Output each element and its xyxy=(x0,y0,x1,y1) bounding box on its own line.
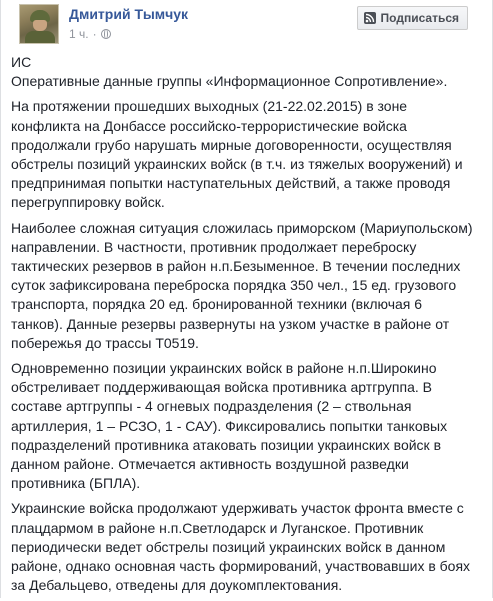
post-paragraph xyxy=(11,219,481,353)
paragraph-line: составе артгруппы - 4 огневых подразделения (2 – ствольная xyxy=(11,398,412,415)
post-meta xyxy=(69,27,111,41)
avatar-face xyxy=(33,20,47,31)
post-paragraph xyxy=(11,97,481,212)
post-header xyxy=(11,0,482,48)
paragraph-line: перегруппировку войск. xyxy=(11,194,165,211)
paragraph-line: за Дебальцево, отведены для доукомплектования. xyxy=(11,577,343,594)
post-paragraph xyxy=(11,499,481,595)
rss-icon xyxy=(364,12,376,24)
paragraph-line: тактических резервов в район н.п.Безыменное. В течении последних xyxy=(11,258,461,275)
paragraph-line: подразделений противника атаковать позиции украинских войск в xyxy=(11,436,442,453)
paragraph-line: противника (БПЛА). xyxy=(11,475,141,492)
paragraph-line: данном районе. Отмечается активность воздушной разведки xyxy=(11,456,409,473)
meta-separator: · xyxy=(92,27,97,41)
post-body xyxy=(11,53,481,601)
paragraph-line: танков). Данные резервы развернуты на узком участке в районе от xyxy=(11,315,450,332)
paragraph-line: Одновременно позиции украинских войск в районе н.п.Широкино xyxy=(11,360,437,377)
post-timestamp[interactable]: 1 ч. xyxy=(69,27,89,41)
paragraph-line: На протяжении прошедших выходных (21-22.02.2015) в зоне xyxy=(11,98,408,115)
paragraph-line: направлении. В частности, противник продолжает переброску xyxy=(11,238,417,255)
paragraph-line: продолжали грубо нарушать мирные договоренности, осуществляя xyxy=(11,136,452,153)
paragraph-line: конфликта на Донбассе российско-террористические войска xyxy=(11,117,407,134)
paragraph-line: обстреливает поддерживающая войска противника артгруппа. В xyxy=(11,379,432,396)
avatar-body xyxy=(25,31,55,44)
author-avatar[interactable] xyxy=(19,4,59,44)
paragraph-line: Наиболее сложная ситуация сложилась приморском (Мариупольском) xyxy=(11,219,473,236)
post-paragraph xyxy=(11,53,481,91)
subscribe-button[interactable] xyxy=(357,6,468,30)
paragraph-line: артиллерия, 1 – РСЗО, 1 - САУ). Фиксировались попытки танковых xyxy=(11,417,448,434)
paragraph-line: Оперативные данные группы «Информационное Сопротивление». xyxy=(11,73,448,90)
paragraph-line: плацдармом в районе н.п.Светлодарск и Луганское. Противник xyxy=(11,519,424,536)
globe-icon[interactable] xyxy=(101,29,111,39)
post-paragraph xyxy=(11,359,481,493)
paragraph-line: Украинские войска продолжают удерживать участок фронта вместе с xyxy=(11,500,464,517)
paragraph-line: побережья до трассы Т0519. xyxy=(11,334,199,351)
author-name-link[interactable]: Дмитрий Тымчук xyxy=(69,6,189,22)
paragraph-line: суток зафиксирована переброска порядка 350 чел., 15 ед. грузового xyxy=(11,277,457,294)
paragraph-line: районе, однако основная часть формирований, участвовавших в боях xyxy=(11,558,471,575)
subscribe-label: Подписаться xyxy=(380,11,459,25)
paragraph-line: периодически ведет обстрелы позиций украинских войск в данном xyxy=(11,538,446,555)
paragraph-line: ИС xyxy=(11,54,32,70)
paragraph-line: транспорта, порядка 20 ед. бронированной техники (включая 6 xyxy=(11,296,423,313)
paragraph-line: обстрелы позиций украинских войск (в т.ч. из тяжелых вооружений) и xyxy=(11,156,463,173)
paragraph-line: предпринимая попытки наступательных действий, а также проводя xyxy=(11,175,451,192)
